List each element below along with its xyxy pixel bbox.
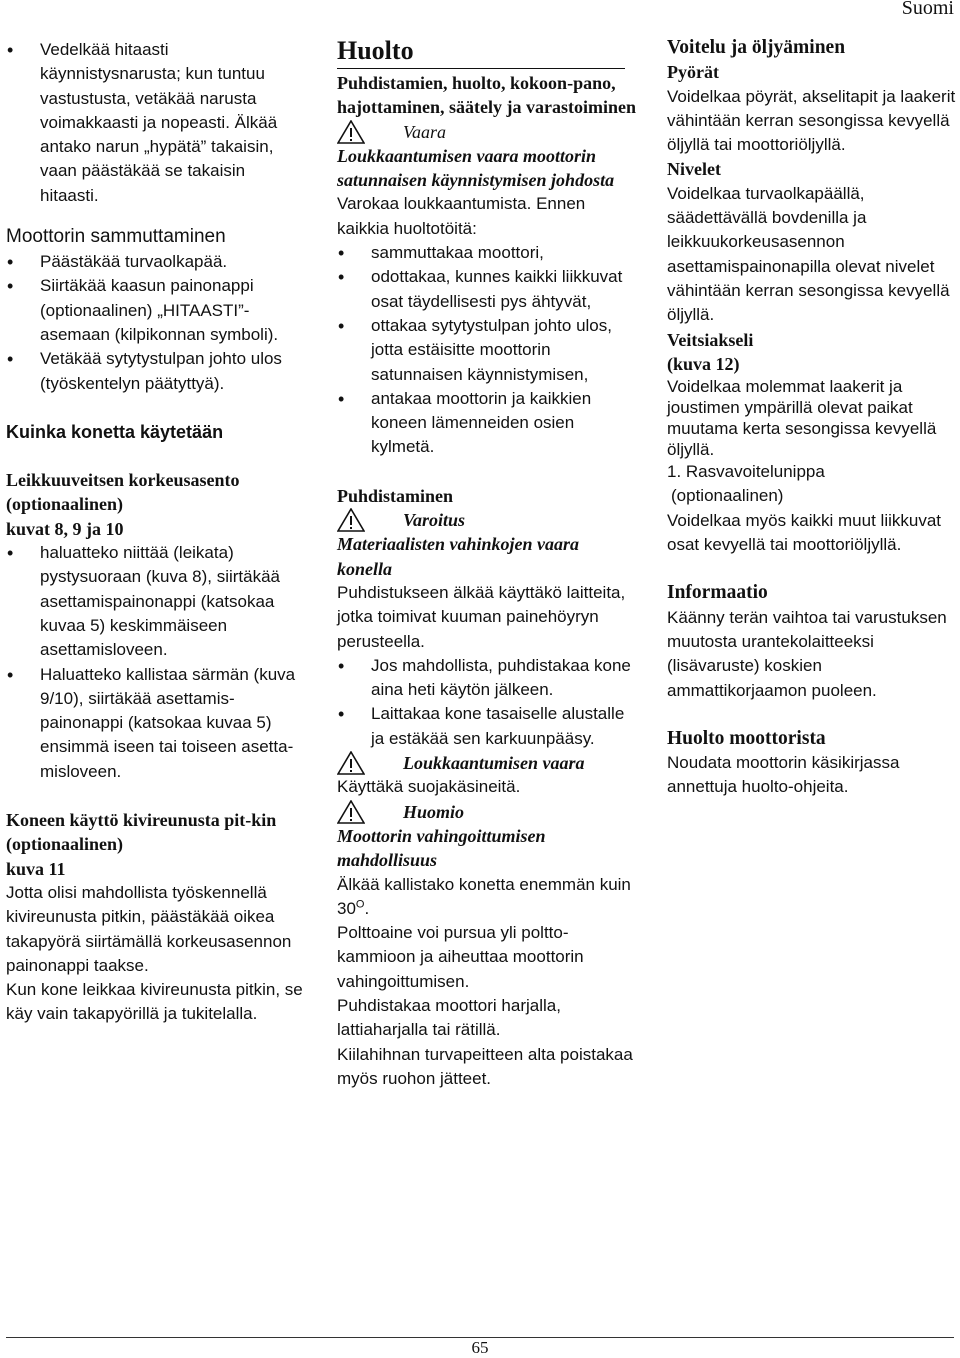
warning-triangle-icon (337, 800, 365, 824)
info-text: Käänny terän vaihtoa tai varustuksen muutosta urantekolaitteeksi (lisävaruste) koskien ammattikorjaamon puoleen. (667, 607, 947, 700)
page-number: 65 (471, 1338, 489, 1357)
clean-bullets (337, 654, 637, 751)
oil-heading: Voitelu ja öljyäminen (667, 37, 846, 58)
shaft-subheading: (kuva 12) (667, 353, 740, 374)
info-heading: Informaatio (667, 582, 768, 604)
danger-text: Loukkaantumisen vaara moottorin satunnaisen käynnistymisen johdosta (337, 145, 615, 191)
warning-text: Materiaalisten vahinkojen vaara konella (337, 534, 580, 579)
warning-triangle-icon (337, 120, 365, 144)
warning-triangle-icon (337, 508, 365, 532)
list-item: • Vetäkää sytytystulpan johto ulos (työskentelyn päätyttyä). (6, 347, 306, 396)
injury-label: Loukkaantumisen vaara (403, 753, 585, 774)
start-bullets (6, 38, 306, 208)
warning-triangle-icon (337, 751, 365, 775)
list-item: • ottakaa sytytystulpan johto ulos, jotta estäisitte moottorin satunnaisen käynnistymisen, (337, 314, 637, 387)
list-item: • Päästäkää turvaolkapää. (6, 250, 306, 274)
danger-label: Vaara (403, 121, 447, 142)
wheels-heading: Pyörät (667, 62, 719, 83)
shaft-item: 1. Rasvavoitelunippa (667, 462, 825, 482)
list-item: • Siirtäkää kaasun painonappi (optionaalinen) „HITAASTI”-asemaan (kilpikonnan symboli). (6, 274, 306, 347)
list-item: • sammuttakaa moottori, (337, 241, 637, 265)
list-item: • haluatteko niittää (leikata) pystysuoraan (kuva 8), siirtäkää asettamispainonappi (katsokaa kuvaa 5) keskimmäiseen asettamisloveen. (6, 541, 306, 662)
column-middle (337, 36, 637, 1091)
list-item: • odottakaa, kunnes kaikki liikkuvat osat täydellisesti pys ähtyvät, (337, 265, 637, 314)
shaft-item-optional: (optionaalinen) (671, 486, 784, 506)
list-item: • Laittakaa kone tasaiselle alustalle ja estäkää sen karkuunpääsy. (337, 702, 637, 751)
note-body-1-text: Älkää kallistako konetta enemmän kuin 30 (337, 874, 631, 918)
use-heading: Kuinka konetta käytetään (6, 421, 224, 442)
shaft-heading: Veitsiakseli (667, 329, 754, 350)
section-title: Huolto (337, 36, 625, 69)
curb-text-2: Kun kone leikkaa kivireunusta pitkin, se käy vain takapyörillä ja tukitelalla. (6, 980, 303, 1024)
curb-text-1: Jotta olisi mahdollista työskennellä kivireunusta pitkin, päästäkää oikea takapyörä siirtämällä korkeusasennon painonappi taakse. (6, 882, 292, 975)
warning-body: Puhdistukseen älkää käyttäkö laitteita, jotka toimivat kuuman painehöyryn perusteella. (337, 582, 626, 651)
note-text: Moottorin vahingoittumisen mahdollisuus (337, 825, 546, 871)
shaft-text: Voidelkaa molemmat laakerit ja joustimen ympärillä olevat paikat muutama kerta sesongissa kevyellä öljyllä. (667, 377, 937, 460)
danger-body: Varokaa loukkaantumista. Ennen kaikkia huoltotöitä: (337, 194, 586, 238)
service-text: Noudata moottorin käsikirjassa annettuja huolto-ohjeita. (667, 753, 900, 797)
clean-heading: Puhdistaminen (337, 485, 454, 506)
language-label: Suomi (901, 0, 954, 19)
height-heading: Leikkuuveitsen korkeusasento (optionaalinen) (6, 470, 240, 515)
note-body-3: Puhdistakaa moottori harjalla, lattiaharjalla tai rätillä. (337, 995, 561, 1040)
note-body-4: Kiilahihnan turvapeitteen alta poistakaa myös ruohon jätteet. (337, 1044, 633, 1088)
wheels-text: Voidelkaa pöyrät, akselitapit ja laakerit vähintään kerran sesongissa kevyellä öljyllä tai moottoriöljyllä. (667, 86, 956, 155)
list-item: • Jos mahdollista, puhdistakaa kone aina heti käytön jälkeen. (337, 654, 637, 703)
joints-text: Voidelkaa turvaolkapäällä, säädettävällä bovdenilla ja leikkuukorkeusasennon asettamispainonapilla olevat nivelet vähintään kerran sesongissa kevyellä öljyllä. (667, 183, 950, 325)
service-heading: Huolto moottorista (667, 727, 826, 749)
danger-bullets (337, 241, 637, 460)
column-left (6, 36, 306, 1027)
stop-bullets (6, 250, 306, 396)
note-body-2: Polttoaine voi pursua yli poltto-kammioon ja aiheuttaa moottorin vahingoittumisen. (337, 923, 584, 991)
list-item: • Haluatteko kallistaa särmän (kuva 9/10), siirtäkää asettamis-painonappi (katsokaa kuvaa 5) ensimmä iseen tai toiseen asetta-misloveen. (6, 663, 306, 784)
list-item: • Vedelkää hitaasti käynnistysnarusta; kun tuntuu vastustusta, vetäkää narusta voimakkaasti ja nopeasti. Älkää antako narun „hypätä” takaisin, vaan päästäkää se takaisin hitaasti. (6, 38, 306, 208)
curb-heading: Koneen käyttö kivireunusta pit-kin (optionaalinen) (6, 810, 277, 855)
height-bullets (6, 541, 306, 784)
note-body-1 (337, 873, 637, 922)
injury-callout (337, 751, 637, 775)
list-item: • antakaa moottorin ja kaikkien koneen lämenneiden osien kylmetä. (337, 387, 637, 460)
danger-callout (337, 120, 637, 144)
height-subheading: kuvat 8, 9 ja 10 (6, 518, 124, 539)
warning-label: Varoitus (403, 510, 466, 531)
injury-body: Käyttäkä suojakäsineitä. (337, 777, 521, 797)
degree-sup: O (355, 898, 365, 911)
note-callout (337, 800, 637, 824)
shaft-text-2: Voidelkaa myös kaikki muut liikkuvat osat kevyellä tai moottoriöljyllä. (667, 510, 942, 555)
note-label: Huomio (403, 801, 465, 822)
section-subtitle: Puhdistamien, huolto, kokoon-pano, hajottaminen, säätely ja varastoiminen (337, 73, 636, 118)
note-body-1-end: . (364, 898, 370, 918)
stop-heading: Moottorin sammuttaminen (6, 226, 226, 248)
joints-heading: Nivelet (667, 159, 721, 180)
column-right (667, 36, 957, 800)
curb-subheading: kuva 11 (6, 858, 66, 879)
warning-callout (337, 508, 637, 532)
